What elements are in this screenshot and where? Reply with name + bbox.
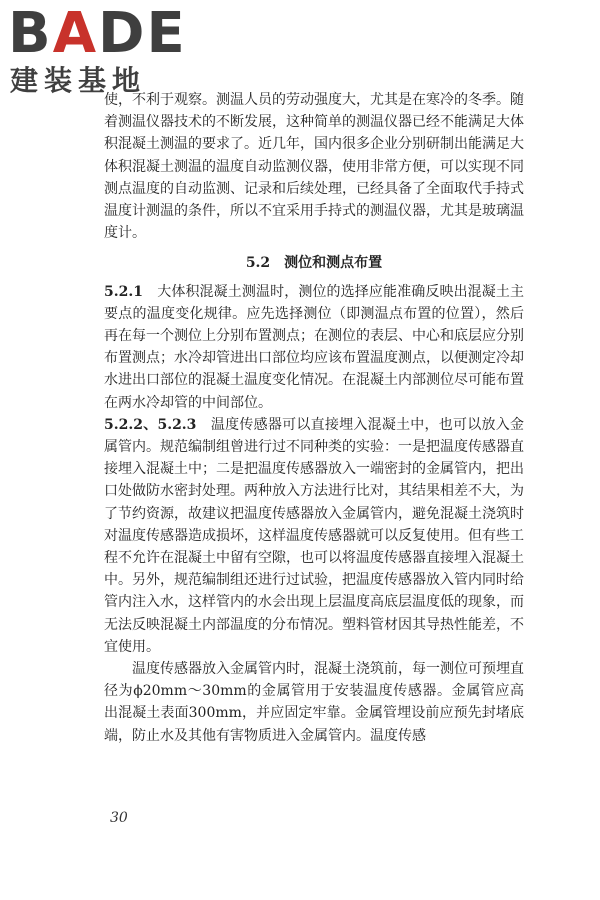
page-body bbox=[104, 89, 524, 747]
section-title: 测位和测点布置 bbox=[284, 255, 383, 272]
section-number: 5.2 bbox=[245, 255, 271, 272]
clause-5-2-2-5-2-3 bbox=[104, 414, 524, 658]
clause-number: 5.2.2、5.2.3 bbox=[104, 416, 197, 433]
logo-wordmark: BADE bbox=[8, 1, 187, 66]
clause-number: 5.2.1 bbox=[104, 283, 143, 300]
logo-accent-letter: A bbox=[52, 1, 99, 66]
clause-5-2-1 bbox=[104, 281, 524, 414]
logo-subtitle: 建装基地 bbox=[10, 64, 147, 97]
continuation-paragraph: 温度传感器放入金属管内时，混凝土浇筑前，每一测位可预埋直径为ϕ20mm～30mm的金属管用于安装温度传感器。金属管应高出混凝土表面300mm，并应固定牢靠。金属管埋设前应预先封堵底端，防止水及其他有害物质进入金属管内。温度传感 bbox=[104, 661, 524, 744]
page-number: 30 bbox=[110, 810, 128, 826]
section-heading bbox=[104, 252, 524, 274]
watermark-logo bbox=[8, 1, 187, 98]
clause-text: 温度传感器可以直接埋入混凝土中，也可以放入金属管内。规范编制组曾进行过不同种类的实验：一是把温度传感器直接埋入混凝土中；二是把温度传感器放入一端密封的金属管内，把出口处做防水密封处理。两种放入方法进行比对，其结果相差不大，为了节约资源，故建议把温度传感器放入金属管内，避免混凝土浇筑时对温度传感器造成损坏，这样温度传感器就可以反复使用。但有些工程不允许在混凝土中留有空隙，也可以将温度传感器直接埋入混凝土中。另外，规范编制组还进行过试验，把温度传感器放入管内同时给管内注入水，这样管内的水会出现上层温度高底层温度低的现象，而无法反映混凝土内部温度的分布情况。塑料管材因其导热性能差，不宜使用。 bbox=[104, 416, 524, 655]
clause-text: 大体积混凝土测温时，测位的选择应能准确反映出混凝土主要点的温度变化规律。应先选择测位（即测温点布置的位置），然后再在每一个测位上分别布置测点；在测位的表层、中心和底层应分别布置测点；水冷却管进出口部位均应该布置温度测点，以便测定冷却水进出口部位的混凝土温度变化情况。在混凝土内部测位尽可能布置在两水冷却管的中间部位。 bbox=[104, 283, 525, 411]
intro-paragraph: 使，不利于观察。测温人员的劳动强度大，尤其是在寒冷的冬季。随着测温仪器技术的不断发展，这种简单的测温仪器已经不能满足大体积混凝土测温的要求了。近几年，国内很多企业分别研制出能满足大体积混凝土测温的温度自动监测仪器，使用非常方便，可以实现不同测点温度的自动监测、记录和后续处理，已经具备了全面取代手持式温度计测温的条件，所以不宜采用手持式的测温仪器，尤其是玻璃温度计。 bbox=[104, 92, 524, 242]
